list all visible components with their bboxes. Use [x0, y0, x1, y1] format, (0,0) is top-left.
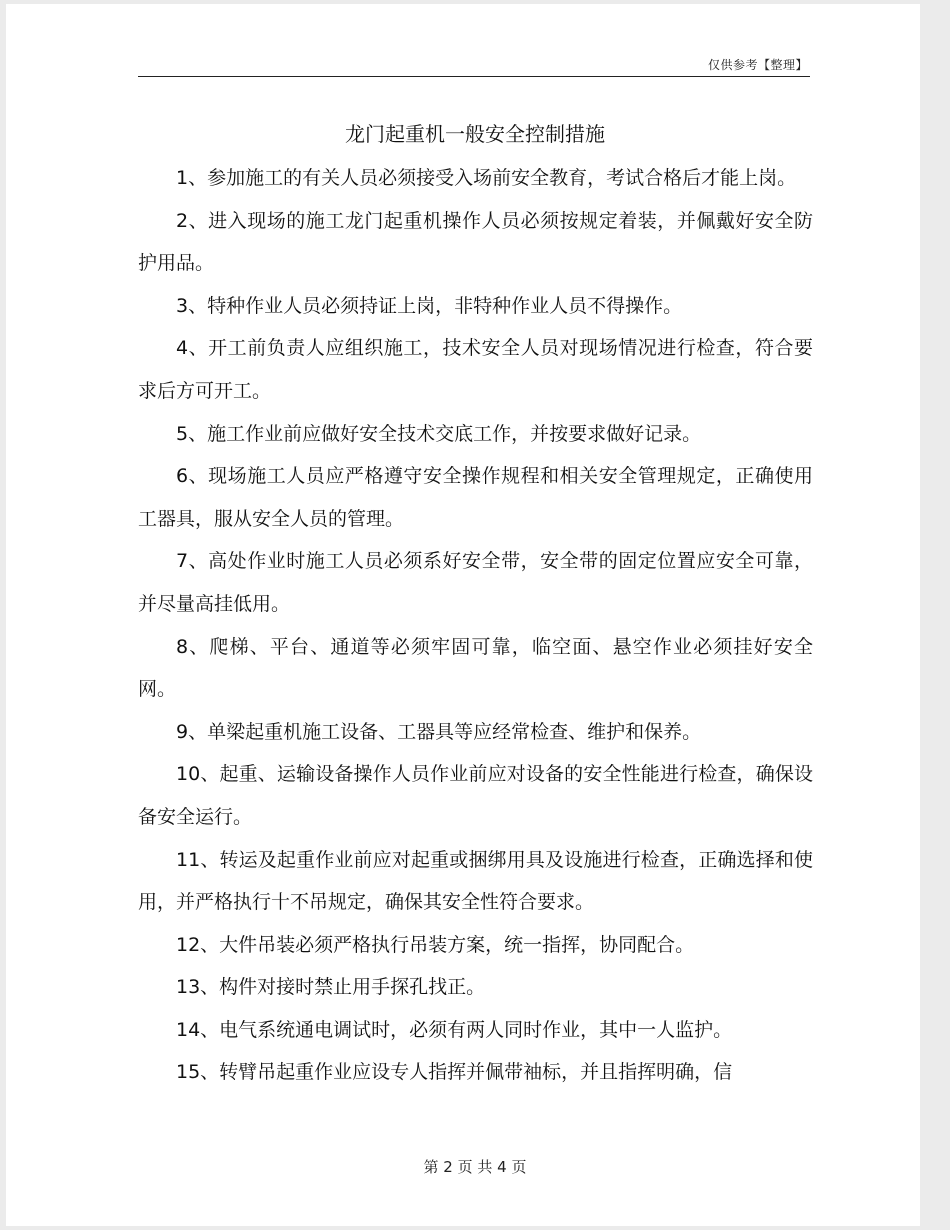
paragraph-8: 8、爬梯、平台、通道等必须牢固可靠，临空面、悬空作业必须挂好安全网。	[138, 635, 813, 701]
paragraph-12: 12、大件吊装必须严格执行吊装方案，统一指挥，协同配合。	[176, 933, 695, 956]
page-number: 第 2 页 共 4 页	[423, 1158, 527, 1176]
document-title: 龙门起重机一般安全控制措施	[345, 122, 605, 146]
header-note: 仅供参考【整理】	[708, 58, 809, 72]
paragraph-9: 9、单梁起重机施工设备、工器具等应经常检查、维护和保养。	[176, 720, 702, 743]
paragraph-13: 13、构件对接时禁止用手探孔找正。	[176, 976, 486, 999]
body-text	[138, 157, 813, 1094]
paragraph-14: 14、电气系统通电调试时，必须有两人同时作业，其中一人监护。	[176, 1018, 733, 1041]
paragraph-1: 1、参加施工的有关人员必须接受入场前安全教育，考试合格后才能上岗。	[176, 167, 797, 189]
paragraph-2: 2、进入现场的施工龙门起重机操作人员必须按规定着装，并佩戴好安全防护用品。	[138, 209, 813, 275]
paragraph-4: 4、开工前负责人应组织施工，技术安全人员对现场情况进行检查，符合要求后方可开工。	[138, 337, 813, 402]
paragraph-6: 6、现场施工人员应严格遵守安全操作规程和相关安全管理规定，正确使用工器具，服从安全人员的管理。	[138, 465, 813, 530]
paragraph-5: 5、施工作业前应做好安全技术交底工作，并按要求做好记录。	[176, 422, 702, 445]
paragraph-15: 15、转臂吊起重作业应设专人指挥并佩带袖标，并且指挥明确，信	[176, 1061, 733, 1084]
paragraph-11: 11、转运及起重作业前应对起重或捆绑用具及设施进行检查，正确选择和使用，并严格执行十不吊规定，确保其安全性符合要求。	[138, 848, 813, 914]
paragraph-7: 7、高处作业时施工人员必须系好安全带，安全带的固定位置应安全可靠，并尽量高挂低用。	[138, 550, 813, 615]
paragraph-3: 3、特种作业人员必须持证上岗，非特种作业人员不得操作。	[176, 294, 683, 317]
paragraph-10: 10、起重、运输设备操作人员作业前应对设备的安全性能进行检查，确保设备安全运行。	[138, 763, 813, 828]
header-divider	[138, 76, 810, 77]
